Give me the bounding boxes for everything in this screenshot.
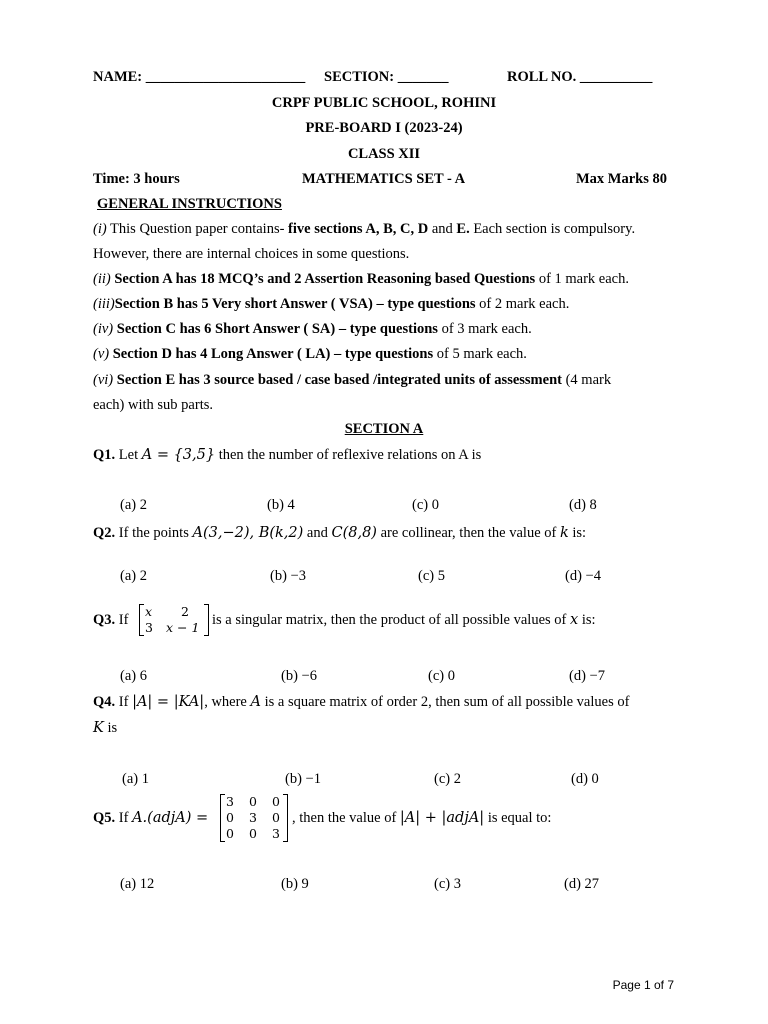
instruction-iii <box>93 296 569 313</box>
instruction-vi-bold: Section E has 3 source based / case based /integrated units of assessment <box>113 372 562 388</box>
question-3-var-x: x <box>570 612 579 628</box>
section-field-label: SECTION: _______ <box>324 69 449 85</box>
max-marks: Max Marks 80 <box>576 171 668 187</box>
matrix-cell: 2 <box>181 604 189 619</box>
question-5-label: Q5. <box>93 810 116 826</box>
instruction-vi-tail: (4 mark <box>561 372 612 388</box>
instruction-iv-tail: of 3 mark each. <box>437 321 532 337</box>
question-4-label: Q4. <box>93 694 116 710</box>
q2-option-c: (c) 5 <box>418 568 445 584</box>
instruction-v-label: (v) <box>93 346 110 362</box>
instruction-i-bold-sections: five sections A, B, C, D <box>288 221 429 237</box>
question-1-math: A = {3,5} <box>141 447 216 463</box>
instruction-ii <box>93 271 629 288</box>
question-4-line2 <box>93 720 117 737</box>
q5-option-c: (c) 3 <box>434 876 461 892</box>
instruction-v-tail: of 5 mark each. <box>433 346 527 362</box>
instruction-iii-bold: Section B has 5 Very short Answer ( VSA) – type questions <box>114 296 476 312</box>
question-5-lead <box>93 810 208 827</box>
instruction-v-bold: Section D has 4 Long Answer ( LA) – type questions <box>109 346 434 362</box>
q1-option-c: (c) 0 <box>412 497 439 513</box>
q5-option-d: (d) 27 <box>564 876 600 892</box>
question-3-matrix <box>139 604 209 636</box>
q3-option-b: (b) −6 <box>281 668 317 684</box>
question-3 <box>212 612 596 629</box>
question-5-text: , then the value of <box>292 810 400 826</box>
q4-option-b: (b) −1 <box>285 771 321 787</box>
question-5-math-expr: |A| + |adjA| <box>399 810 485 826</box>
instruction-iii-tail: of 2 mark each. <box>475 296 570 312</box>
question-3-tail: is: <box>578 612 596 628</box>
question-2-point-ab: A(3,−2), B(k,2) <box>192 525 304 541</box>
school-name: CRPF PUBLIC SCHOOL, ROHINI <box>271 95 497 111</box>
instruction-i <box>93 221 635 238</box>
q1-option-b: (b) 4 <box>267 497 295 513</box>
instruction-i-tail: Each section is compulsory. <box>469 221 636 237</box>
instruction-i-and: and <box>428 221 457 237</box>
q3-option-d: (d) −7 <box>569 668 605 684</box>
name-field-label: NAME: ______________________ <box>93 69 306 85</box>
instruction-vi <box>93 372 611 389</box>
question-5-tail: is equal to: <box>484 810 552 826</box>
instruction-ii-tail: of 1 mark each. <box>535 271 629 287</box>
section-a-heading: SECTION A <box>344 421 424 437</box>
question-3-lead <box>93 612 128 629</box>
matrix-cell: 3 <box>226 794 234 809</box>
matrix-left-bracket <box>139 604 144 636</box>
question-2-text: are collinear, then the value of <box>376 525 560 541</box>
question-3-label: Q3. <box>93 612 116 628</box>
question-5-matrix <box>220 794 288 842</box>
instruction-vi-line2: each) with sub parts. <box>93 397 213 413</box>
question-4-text: , where <box>204 694 251 710</box>
question-2-tail: is: <box>568 525 587 541</box>
question-5 <box>292 810 551 827</box>
question-3-text: is a singular matrix, then the product of all possible values of <box>212 612 570 628</box>
instruction-i-line2: However, there are internal choices in some questions. <box>93 246 410 262</box>
question-5-pre: If <box>115 810 133 826</box>
q4-option-c: (c) 2 <box>434 771 461 787</box>
matrix-cell: 0 <box>249 794 257 809</box>
q1-option-a: (a) 2 <box>120 497 147 513</box>
question-1-label: Q1. <box>93 447 116 463</box>
matrix-cell: 3 <box>145 620 153 635</box>
matrix-cell: x <box>145 604 153 619</box>
question-4-text2: is a square matrix of order 2, then sum of all possible values of <box>260 694 630 710</box>
instruction-iv-label: (iv) <box>93 321 114 337</box>
matrix-cell: 0 <box>226 826 234 841</box>
time-allowed: Time: 3 hours <box>93 171 180 187</box>
roll-no-field-label: ROLL NO. __________ <box>507 69 653 85</box>
matrix-left-bracket <box>220 794 225 842</box>
instruction-ii-bold: Section A has 18 MCQ’s and 2 Assertion Reasoning based Questions <box>110 271 536 287</box>
q3-option-c: (c) 0 <box>428 668 455 684</box>
exam-title: PRE-BOARD I (2023-24) <box>305 120 463 136</box>
q4-option-a: (a) 1 <box>122 771 149 787</box>
question-2-pre: If the points <box>115 525 193 541</box>
matrix-right-bracket <box>283 794 288 842</box>
question-2-label: Q2. <box>93 525 116 541</box>
class-title: CLASS XII <box>347 146 421 162</box>
question-2-var-k: k <box>559 525 569 541</box>
question-4 <box>93 694 629 711</box>
instructions-heading: GENERAL INSTRUCTIONS <box>97 196 282 212</box>
instruction-iii-label: (iii) <box>93 296 115 312</box>
matrix-cell: 0 <box>249 826 257 841</box>
instruction-v <box>93 346 527 363</box>
question-2-point-c: C(8,8) <box>331 525 377 541</box>
matrix-cell: 0 <box>272 810 280 825</box>
page-number: Page 1 of 7 <box>612 978 674 992</box>
q4-option-d: (d) 0 <box>571 771 599 787</box>
matrix-cell: x − 1 <box>166 620 200 635</box>
question-4-var-a: A <box>250 694 261 710</box>
q5-option-b: (b) 9 <box>281 876 309 892</box>
q1-option-d: (d) 8 <box>569 497 597 513</box>
matrix-cell: 3 <box>272 826 280 841</box>
q5-option-a: (a) 12 <box>120 876 155 892</box>
question-4-var-k: K <box>93 720 104 736</box>
instruction-iv-bold: Section C has 6 Short Answer ( SA) – type questions <box>113 321 438 337</box>
q3-option-a: (a) 6 <box>120 668 147 684</box>
matrix-cell: 0 <box>226 810 234 825</box>
subject-title: MATHEMATICS SET - A <box>302 171 466 187</box>
q2-option-d: (d) −4 <box>565 568 601 584</box>
question-1 <box>93 447 481 464</box>
instruction-vi-label: (vi) <box>93 372 114 388</box>
instruction-ii-label: (ii) <box>93 271 111 287</box>
question-5-math-lhs: A.(adjA) = <box>132 810 209 826</box>
q2-option-a: (a) 2 <box>120 568 147 584</box>
instruction-i-text: This Question paper contains- <box>106 221 289 237</box>
instruction-iv <box>93 321 532 338</box>
q2-option-b: (b) −3 <box>270 568 306 584</box>
question-3-pre: If <box>115 612 129 628</box>
question-4-pre: If <box>115 694 133 710</box>
question-1-pre: Let <box>115 447 142 463</box>
matrix-right-bracket <box>204 604 209 636</box>
instruction-i-label: (i) <box>93 221 107 237</box>
instruction-i-bold-e: E. <box>456 221 470 237</box>
question-2 <box>93 525 586 542</box>
question-4-math-det: |A| = |KA| <box>132 694 205 710</box>
matrix-cell: 3 <box>249 810 257 825</box>
question-1-text: then the number of reflexive relations on A is <box>215 447 482 463</box>
question-4-tail: is <box>103 720 118 736</box>
matrix-cell: 0 <box>272 794 280 809</box>
question-2-and: and <box>303 525 332 541</box>
